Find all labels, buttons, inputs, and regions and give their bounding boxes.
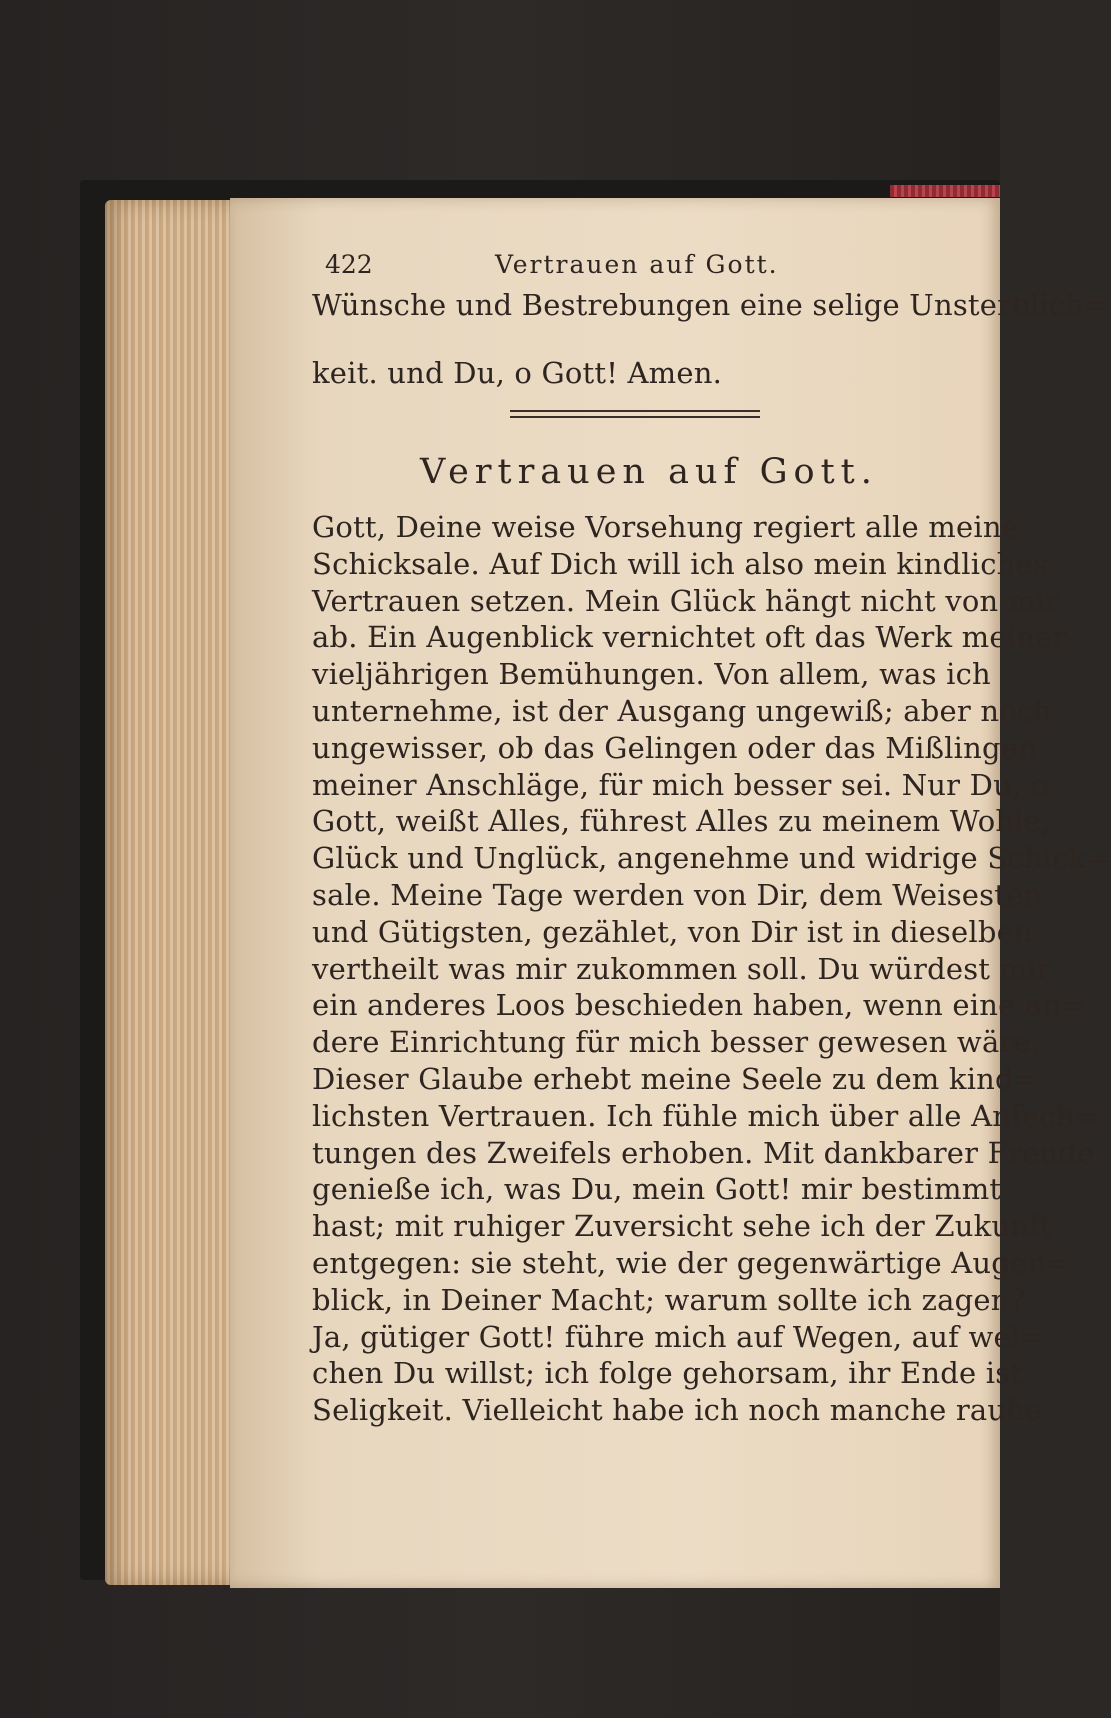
body-line: Glück und Unglück, angenehme und widrige Schick= xyxy=(312,841,1111,876)
body-line: blick, in Deiner Macht; warum sollte ich zagen? xyxy=(312,1282,1026,1317)
running-head-title: Vertrauen auf Gott. xyxy=(495,250,779,279)
body-line: chen Du willst; ich folge gehorsam, ihr Ende ist xyxy=(312,1356,1023,1391)
body-line: ein anderes Loos beschieden haben, wenn eine an= xyxy=(312,988,1086,1023)
body-line: Dieser Glaube erhebt meine Seele zu dem kind= xyxy=(312,1062,1039,1096)
body-line: Gott, Deine weise Vorsehung regiert alle meine xyxy=(312,510,1020,544)
cover-red-edge xyxy=(890,185,1000,197)
body-line: Seligkeit. Vielleicht habe ich noch manche rauhe xyxy=(312,1393,1043,1428)
section-heading: Vertrauen auf Gott. xyxy=(420,452,878,492)
body-line: genieße ich, was Du, mein Gott! mir bestimmt xyxy=(312,1172,1002,1207)
carryover-line: Wünsche und Bestrebungen eine selige Unsterblich= xyxy=(312,288,1109,322)
body-line: Gott, weißt Alles, führest Alles zu meinem Wohle, xyxy=(312,804,1051,839)
body-line: tungen des Zweifels erhoben. Mit dankbarer Freude xyxy=(312,1135,1095,1170)
body-line: sale. Meine Tage werden von Dir, dem Weisesten xyxy=(312,878,1043,912)
body-line: Ja, gütiger Gott! führe mich auf Wegen, auf wel= xyxy=(312,1319,1045,1354)
page-number: 422 xyxy=(325,250,373,279)
carryover-line: keit. und Du, o Gott! Amen. xyxy=(312,356,722,390)
body-line: unternehme, ist der Ausgang ungewiß; aber noch xyxy=(312,694,1053,728)
body-line: entgegen: sie steht, wie der gegenwärtige Augen= xyxy=(312,1246,1071,1280)
body-line: ab. Ein Augenblick vernichtet oft das Werk meiner xyxy=(312,620,1067,655)
body-line: vertheilt was mir zukommen soll. Du würdest mir xyxy=(312,951,1051,986)
body-line: vieljährigen Bemühungen. Von allem, was ich xyxy=(312,657,991,692)
body-line: dere Einrichtung für mich besser gewesen wäre. xyxy=(312,1025,1041,1060)
body-line: lichsten Vertrauen. Ich fühle mich über alle Anfech= xyxy=(312,1098,1100,1133)
body-line: ungewisser, ob das Gelingen oder das Mißlingen xyxy=(312,730,1037,765)
section-divider xyxy=(510,416,760,418)
body-line: und Gütigsten, gezählet, von Dir ist in dieselben xyxy=(312,914,1033,949)
body-line: meiner Anschläge, für mich besser sei. Nur Du, o xyxy=(312,767,1049,802)
body-line: Schicksale. Auf Dich will ich also mein kindliches xyxy=(312,546,1048,581)
body-line: hast; mit ruhiger Zuversicht sehe ich der Zukunft xyxy=(312,1209,1052,1244)
body-line: Vertrauen setzen. Mein Glück hängt nicht von mir xyxy=(312,583,1060,618)
page-edges xyxy=(105,200,245,1585)
section-divider xyxy=(510,410,760,412)
